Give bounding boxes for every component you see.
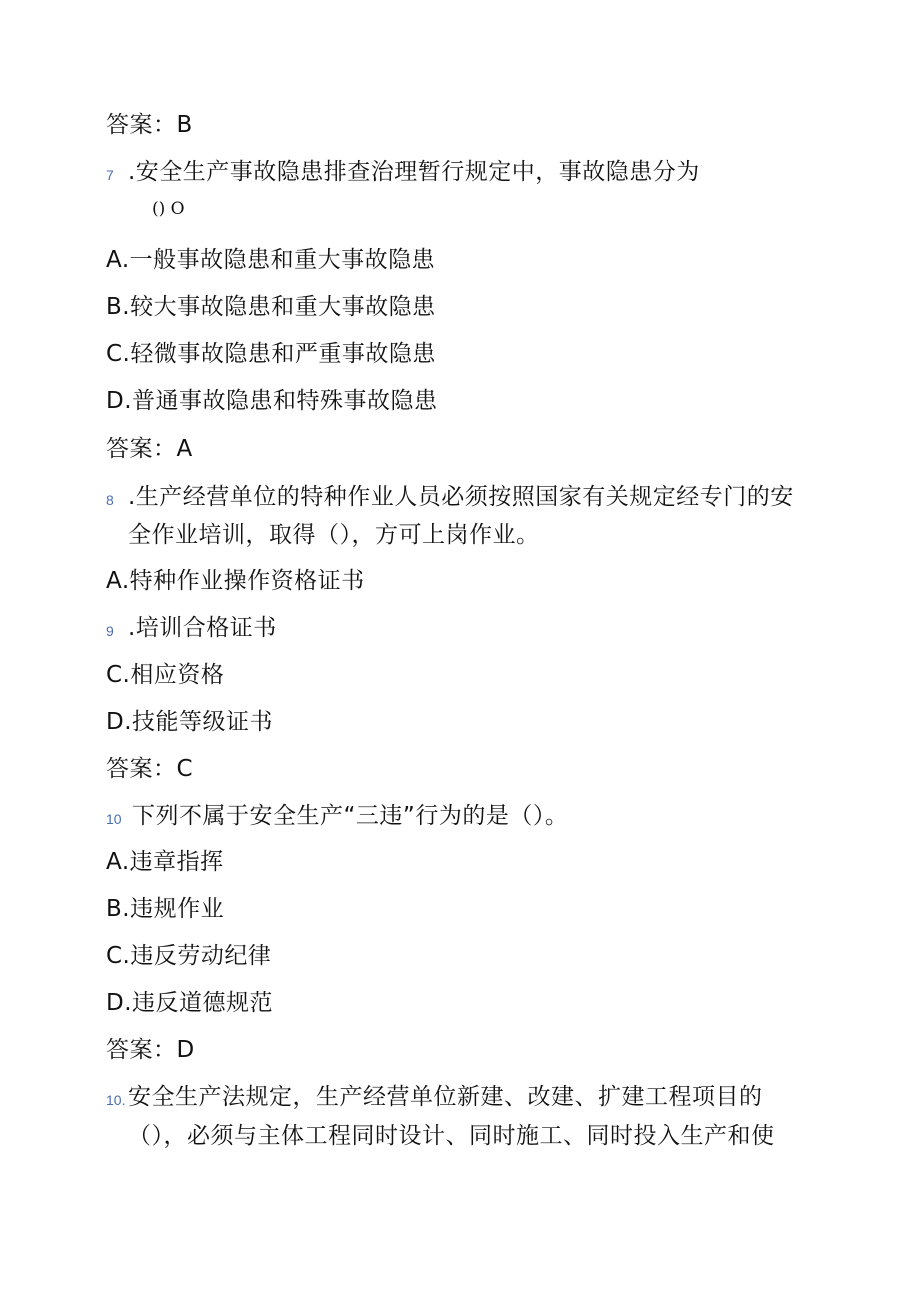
question-stem-10b: 安全生产法规定，生产经营单位新建、改建、扩建工程项目的 (128, 1084, 763, 1110)
answer-q10a: 答案：D (106, 1037, 195, 1063)
option-q8-d: D.技能等级证书 (106, 709, 274, 735)
option-q7-c: C.轻微事故隐患和严重事故隐患 (106, 341, 436, 367)
answer-q6: 答案：B (106, 112, 193, 138)
option-q10a-a: A.违章指挥 (106, 849, 224, 875)
question-number-10b: 10. (106, 1092, 126, 1108)
answer-q7: 答案：A (106, 436, 193, 462)
option-q10a-c: C.违反劳动纪律 (106, 943, 272, 969)
question-stem-10b-continued: （），必须与主体工程同时设计、同时施工、同时投入生产和使 (128, 1123, 775, 1149)
option-q10a-d: D.违反道德规范 (106, 990, 274, 1016)
answer-q8: 答案：C (106, 756, 194, 782)
question-number-8: 8 (106, 492, 114, 508)
option-q7-a: A.一般事故隐患和重大事故隐患 (106, 247, 436, 273)
question-stem-10a: 下列不属于安全生产“三违”行为的是（）。 (132, 803, 569, 829)
option-q8-a: A.特种作业操作资格证书 (106, 568, 365, 594)
option-q8-c: C.相应资格 (106, 662, 225, 688)
question-number-10a: 10 (106, 811, 122, 827)
option-q7-b: B.较大事故隐患和重大事故隐患 (106, 294, 436, 320)
question-number-7: 7 (106, 167, 114, 183)
question-stem-7: .安全生产事故隐患排查治理暂行规定中，事故隐患分为 (128, 159, 700, 185)
question-stem-8-continued: 全作业培训，取得（），方可上岗作业。 (128, 522, 540, 548)
option-q7-d: D.普通事故隐患和特殊事故隐患 (106, 388, 438, 414)
option-q10a-b: B.违规作业 (106, 896, 225, 922)
question-stem-7-continued: () O (152, 199, 185, 219)
option-q8-b: .培训合格证书 (128, 615, 277, 641)
question-stem-8: .生产经营单位的特种作业人员必须按照国家有关规定经专门的安 (128, 484, 794, 510)
option-q8-b-number: 9 (106, 623, 114, 639)
